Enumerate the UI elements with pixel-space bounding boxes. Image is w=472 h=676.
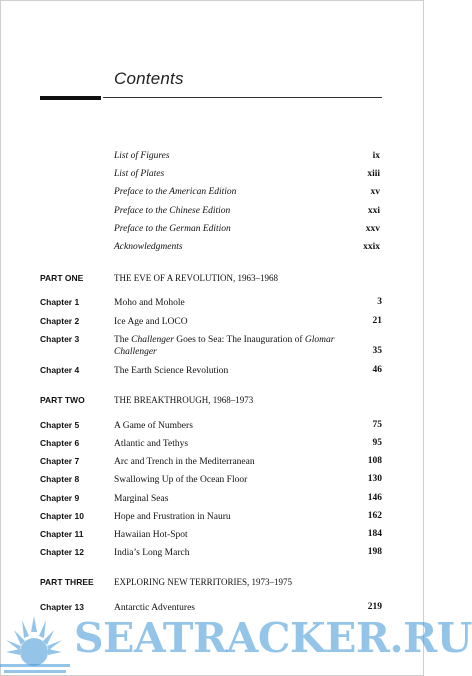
chapter-label: Chapter 1: [40, 297, 80, 307]
chapter-label: Chapter 11: [40, 529, 84, 539]
toc-chapter-8[interactable]: [40, 474, 382, 488]
part-title: EXPLORING NEW TERRITORIES, 1973–1975: [114, 577, 293, 587]
watermark-text: SEATRACKER.RU: [74, 614, 472, 662]
toc-entry-page: xv: [370, 187, 380, 197]
toc-chapter-11[interactable]: [40, 529, 382, 543]
chapter-title: Atlantic and Tethys: [114, 439, 189, 449]
toc-chapter-9[interactable]: [40, 493, 382, 507]
chapter-label: Chapter 2: [40, 316, 80, 326]
chapter-title: Hope and Frustration in Nauru: [114, 512, 231, 522]
toc-chapter-6[interactable]: [40, 438, 382, 452]
chapter-page: 3: [377, 297, 382, 307]
title-rule-thin: [103, 97, 382, 98]
chapter-label: Chapter 5: [40, 420, 80, 430]
toc-entry-preface-german[interactable]: [114, 224, 382, 238]
chapter-label: Chapter 3: [40, 334, 80, 344]
chapter-page: 95: [372, 438, 382, 448]
part-label: PART ONE: [40, 273, 84, 283]
part-label: PART THREE: [40, 577, 94, 587]
toc-chapter-5[interactable]: [40, 420, 382, 434]
chapter-title: Arc and Trench in the Mediterranean: [114, 457, 255, 467]
chapter-page: 184: [367, 529, 382, 539]
toc-entry-label: List of Plates: [114, 169, 165, 179]
chapter-title: The Challenger Goes to Sea: The Inauguration of Glomar Challenger: [114, 335, 335, 357]
chapter-label: Chapter 13: [40, 602, 84, 612]
chapter-label: Chapter 6: [40, 438, 80, 448]
part-heading-three[interactable]: [40, 577, 382, 591]
chapter-page: 35: [372, 346, 382, 356]
chapter-label: Chapter 4: [40, 365, 80, 375]
chapter-title: Antarctic Adventures: [114, 603, 195, 613]
chapter-title: Marginal Seas: [114, 494, 169, 504]
toc-entry-label: Acknowledgments: [114, 242, 183, 252]
toc-entry-label: List of Figures: [114, 151, 170, 161]
chapter-title: A Game of Numbers: [114, 421, 193, 431]
chapter-label: Chapter 9: [40, 493, 80, 503]
chapter-page: 46: [372, 365, 382, 375]
toc-entry-page: xxi: [367, 206, 380, 216]
chapter-title: The Earth Science Revolution: [114, 366, 229, 376]
chapter-title: India’s Long March: [114, 548, 190, 558]
chapter-title: Ice Age and LOCO: [114, 317, 188, 327]
chapter-label: Chapter 7: [40, 456, 80, 466]
toc-entry-preface-american[interactable]: [114, 187, 382, 201]
chapter-label: Chapter 10: [40, 511, 84, 521]
chapter-page: 198: [367, 547, 382, 557]
chapter-title: Hawaiian Hot-Spot: [114, 530, 188, 540]
chapter-page: 130: [367, 474, 382, 484]
chapter-page: 146: [367, 493, 382, 503]
toc-entry-label: Preface to the Chinese Edition: [114, 206, 231, 216]
toc-entry-page: xiii: [367, 169, 380, 179]
toc-chapter-4[interactable]: [40, 365, 382, 379]
chapter-page: 21: [372, 316, 382, 326]
toc-entry-acknowledgments[interactable]: [114, 242, 382, 256]
chapter-label: Chapter 8: [40, 474, 80, 484]
toc-entry-page: xxv: [365, 224, 380, 234]
part-title: THE BREAKTHROUGH, 1968–1973: [114, 395, 254, 405]
toc-entry-page: ix: [372, 151, 380, 161]
chapter-page: 108: [367, 456, 382, 466]
part-title: THE EVE OF A REVOLUTION, 1963–1968: [114, 273, 278, 283]
toc-entry-preface-chinese[interactable]: [114, 206, 382, 220]
chapter-page: 219: [367, 602, 382, 612]
toc-entry-list-of-plates[interactable]: [114, 169, 382, 183]
chapter-page: 162: [367, 511, 382, 521]
chapter-title: Swallowing Up of the Ocean Floor: [114, 475, 248, 485]
toc-entry-label: Preface to the American Edition: [114, 187, 237, 197]
toc-chapter-10[interactable]: [40, 511, 382, 525]
toc-chapter-2[interactable]: [40, 316, 382, 330]
toc-entry-page: xxix: [363, 242, 380, 252]
chapter-label: Chapter 12: [40, 547, 84, 557]
toc-entry-label: Preface to the German Edition: [114, 224, 231, 234]
toc-chapter-7[interactable]: [40, 456, 382, 470]
part-heading-one[interactable]: [40, 273, 382, 287]
toc-chapter-3[interactable]: [40, 334, 382, 360]
title-rule-thick: [40, 96, 101, 100]
chapter-page: 75: [372, 420, 382, 430]
chapter-title: Moho and Mohole: [114, 298, 185, 308]
toc-chapter-1[interactable]: [40, 297, 382, 311]
part-heading-two[interactable]: [40, 395, 382, 409]
toc-chapter-12[interactable]: [40, 547, 382, 561]
page-title: Contents: [114, 69, 184, 88]
part-label: PART TWO: [40, 395, 85, 405]
toc-entry-list-of-figures[interactable]: [114, 151, 382, 165]
